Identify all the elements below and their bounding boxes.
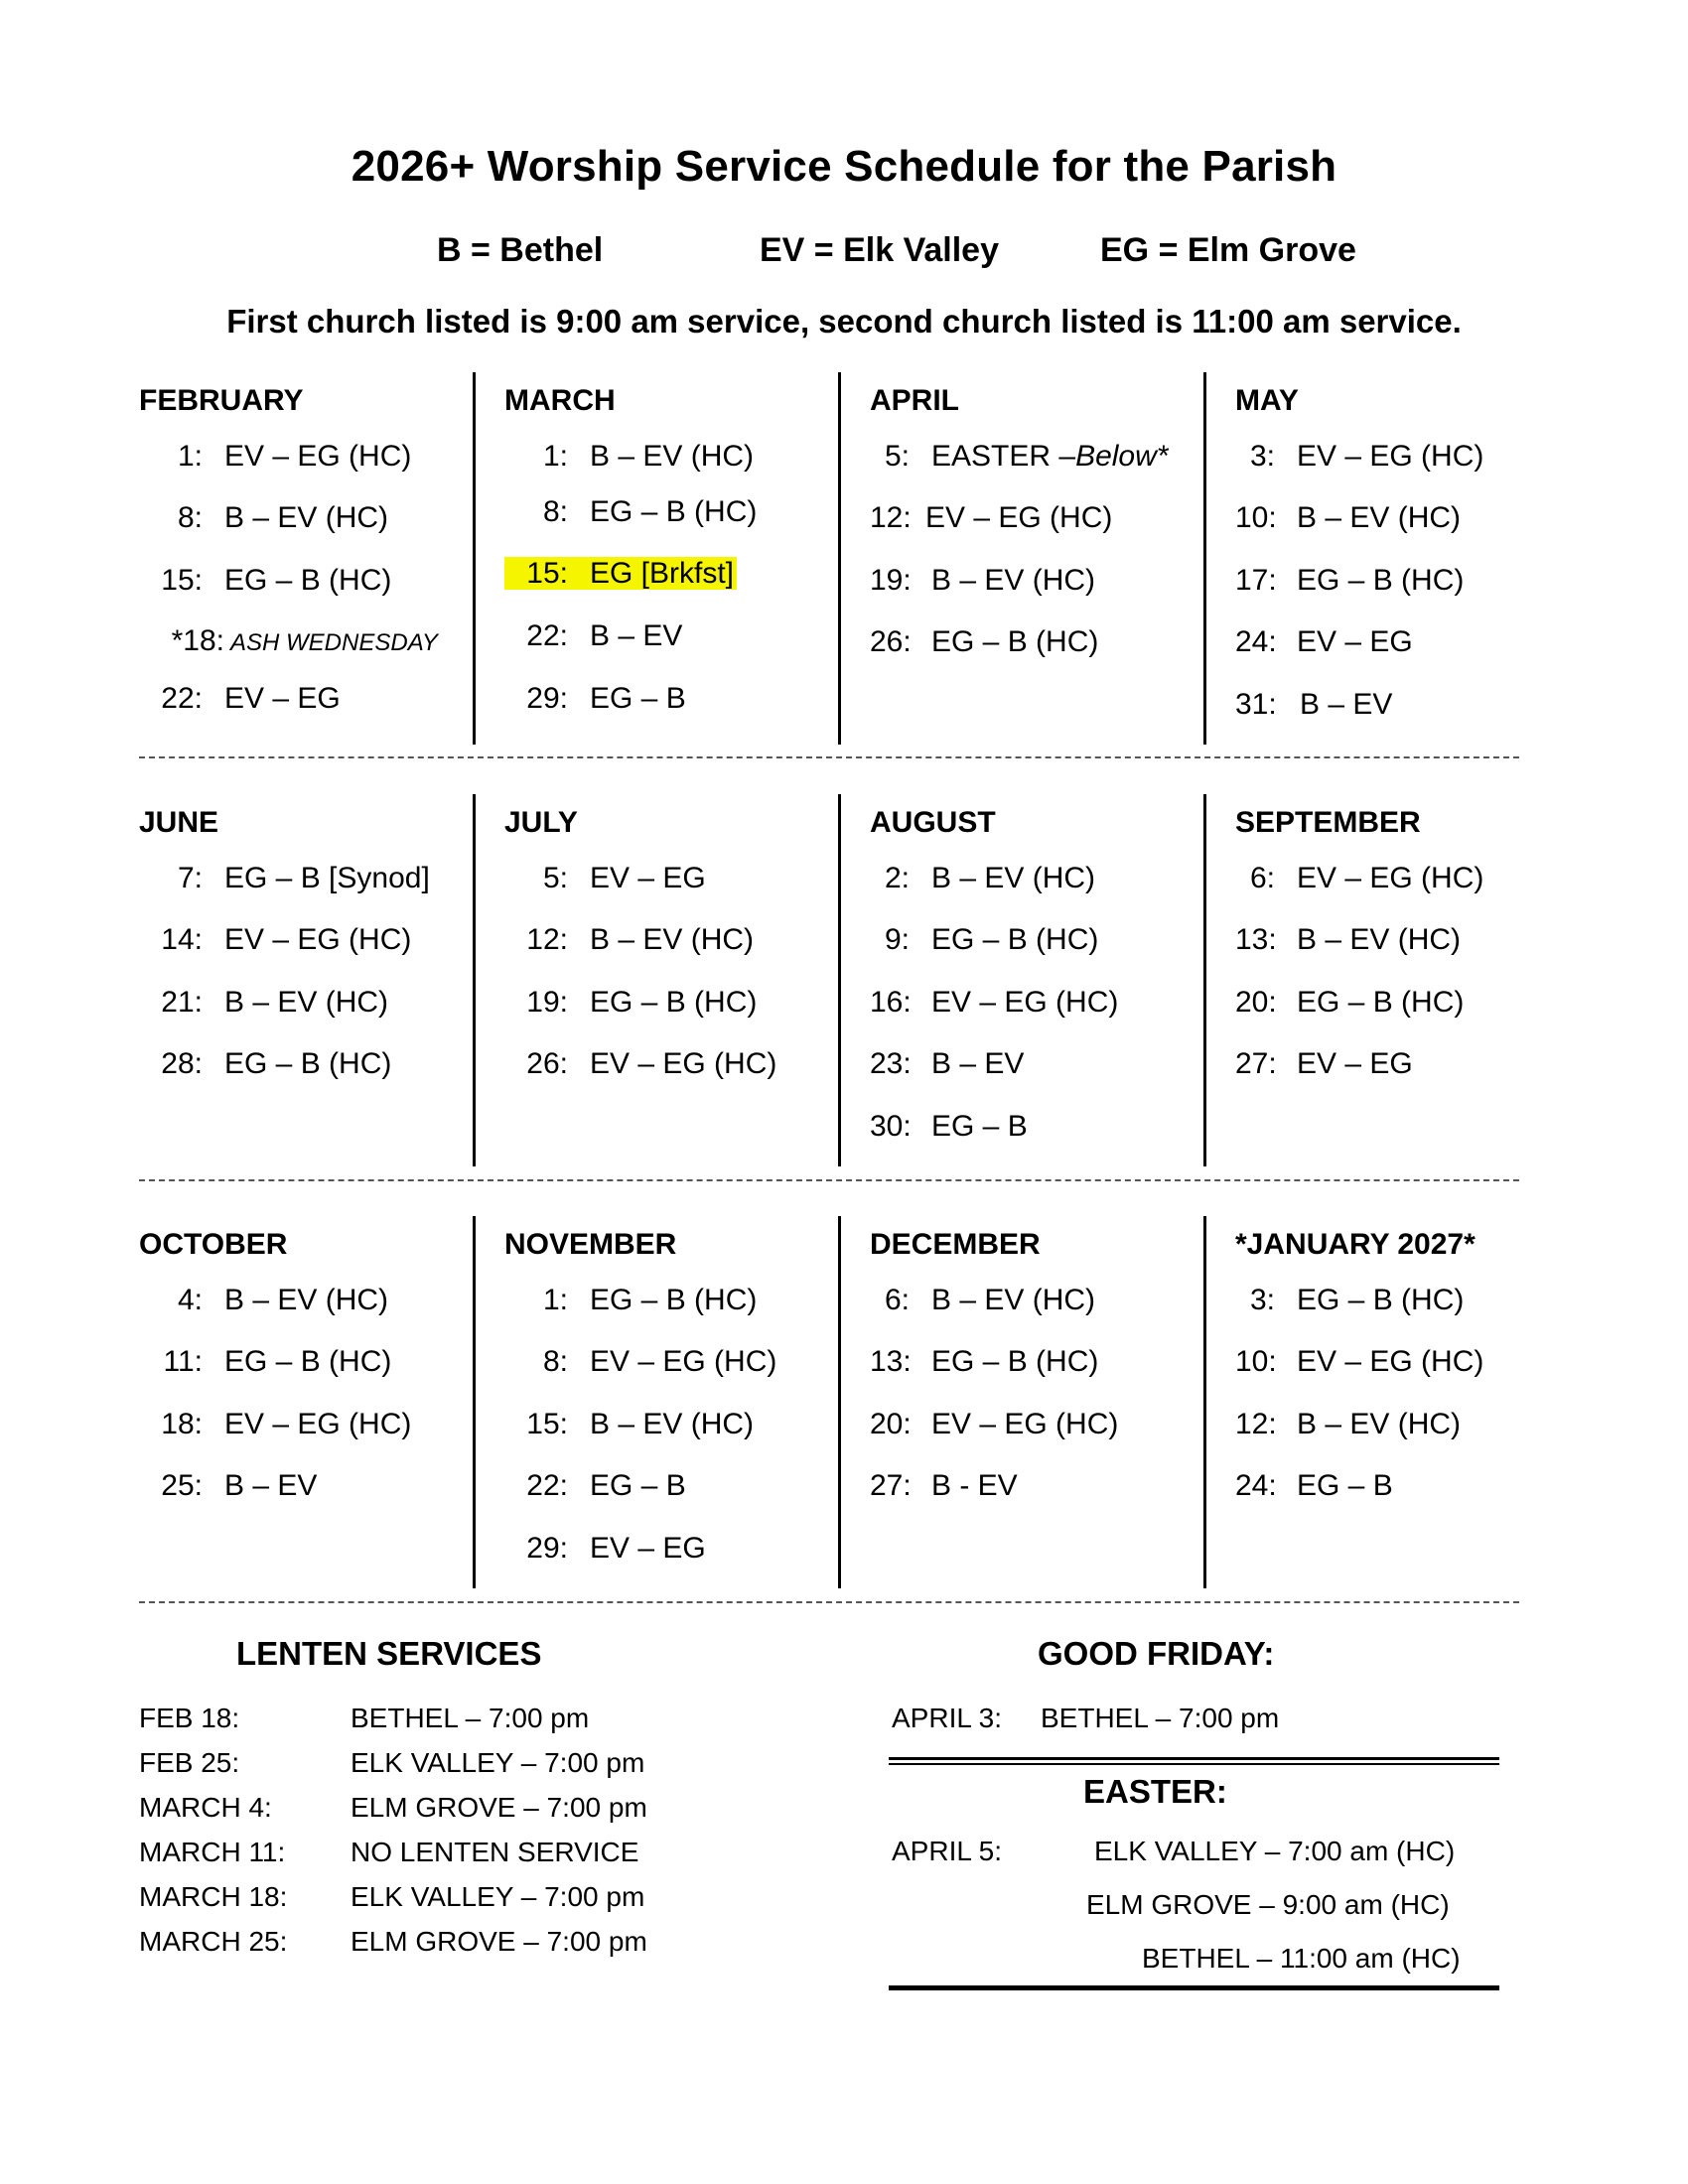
service-day: 7:	[177, 862, 203, 894]
service-text: B – EV	[224, 1469, 318, 1502]
service-entry	[139, 921, 411, 959]
service-text: B – EV (HC)	[590, 923, 755, 956]
service-day: 6:	[884, 1284, 910, 1316]
service-text: EV – EG (HC)	[1297, 1345, 1484, 1378]
service-entry	[1235, 438, 1483, 476]
service-entry	[139, 1467, 317, 1505]
service-entry	[139, 622, 438, 662]
service-text: EV – EG (HC)	[931, 1408, 1119, 1440]
service-text: EG – B (HC)	[590, 1284, 758, 1316]
legend-elk-valley: EV = Elk Valley	[760, 231, 1000, 269]
month-title: NOVEMBER	[504, 1228, 677, 1261]
column-divider	[838, 794, 841, 1166]
service-day: 29:	[526, 1532, 568, 1565]
service-entry	[870, 623, 1098, 661]
service-entry	[504, 1467, 686, 1505]
service-text: B – EV (HC)	[931, 564, 1096, 597]
service-day: 19:	[526, 986, 568, 1019]
service-entry-highlighted	[504, 555, 737, 593]
month-title: JULY	[504, 806, 578, 839]
service-text: B – EV (HC)	[590, 1408, 755, 1440]
service-text: EG – B (HC)	[931, 1345, 1099, 1378]
service-text: EG – B	[931, 1110, 1028, 1143]
service-day: 11:	[163, 1345, 203, 1378]
service-text: EV – EG	[1297, 1047, 1413, 1080]
service-day: 3:	[1249, 440, 1275, 473]
service-day: 13:	[870, 1345, 912, 1378]
service-text: EV – EG	[224, 682, 341, 715]
good-friday-date: APRIL 3:	[892, 1703, 1003, 1733]
service-entry	[139, 984, 388, 1022]
lenten-service: BETHEL – 7:00 pm	[351, 1703, 590, 1733]
easter-date: APRIL 5:	[892, 1836, 1003, 1866]
service-entry	[1235, 623, 1413, 661]
service-entry	[1235, 860, 1483, 897]
month-title: JUNE	[139, 806, 219, 839]
lenten-date: FEB 25:	[139, 1747, 240, 1778]
month-title: AUGUST	[870, 806, 996, 839]
service-day: 17:	[1235, 564, 1277, 597]
month-title: MARCH	[504, 384, 616, 417]
service-entry	[1235, 1467, 1393, 1505]
month-title: APRIL	[870, 384, 959, 417]
lenten-service: ELK VALLEY – 7:00 pm	[351, 1881, 645, 1912]
service-text: EG – B (HC)	[931, 923, 1099, 956]
section-divider	[139, 1601, 1519, 1603]
service-entry	[870, 1045, 1024, 1083]
service-day: 5:	[884, 440, 910, 473]
service-entry	[870, 1406, 1118, 1443]
service-entry	[139, 562, 391, 600]
service-text: EV – EG (HC)	[925, 501, 1113, 534]
service-note: Below*	[1075, 440, 1169, 473]
service-text: EV – EG (HC)	[224, 440, 412, 473]
service-time-note: First church listed is 9:00 am service, second church listed is 11:00 am service.	[226, 303, 1462, 340]
service-text: EG – B [Synod]	[224, 862, 430, 894]
service-text: EV – EG	[590, 862, 706, 894]
legend-elm-grove: EG = Elm Grove	[1100, 231, 1356, 269]
service-day: 1:	[177, 440, 203, 473]
service-day: 25:	[161, 1469, 203, 1502]
service-text: EV – EG (HC)	[590, 1047, 777, 1080]
service-entry	[1235, 562, 1464, 600]
service-day: 22:	[161, 682, 203, 715]
service-text: EV – EG (HC)	[590, 1345, 777, 1378]
service-entry	[504, 860, 706, 897]
service-entry	[504, 1282, 757, 1319]
column-divider	[838, 1216, 841, 1588]
column-divider	[473, 1216, 476, 1588]
service-entry	[1235, 1343, 1483, 1381]
service-entry	[870, 860, 1095, 897]
service-entry	[139, 438, 411, 476]
lenten-row	[139, 1926, 647, 1958]
lenten-service: ELM GROVE – 7:00 pm	[351, 1926, 647, 1957]
service-day: 14:	[161, 923, 203, 956]
service-entry	[870, 499, 1112, 537]
page-title: 2026+ Worship Service Schedule for the Parish	[351, 142, 1337, 191]
service-day: 12:	[526, 923, 568, 956]
service-entry	[139, 1406, 411, 1443]
service-entry	[504, 1343, 776, 1381]
column-divider	[838, 372, 841, 745]
service-text: EASTER –	[931, 440, 1076, 473]
service-day: 12:	[1235, 1408, 1277, 1440]
section-divider	[139, 1179, 1519, 1181]
service-text: EG – B	[1297, 1469, 1393, 1502]
easter-heading: EASTER:	[1083, 1773, 1227, 1810]
service-text: EG – B (HC)	[1297, 564, 1465, 597]
service-day: 2:	[884, 862, 910, 894]
service-entry	[870, 984, 1118, 1022]
service-day: 16:	[870, 986, 912, 1019]
service-text: EG – B (HC)	[590, 495, 758, 528]
good-friday-heading: GOOD FRIDAY:	[1038, 1635, 1275, 1672]
service-text: EG – B (HC)	[224, 564, 392, 597]
service-entry	[139, 1343, 391, 1381]
service-entry	[1235, 1045, 1413, 1083]
service-day: 20:	[1235, 986, 1277, 1019]
service-day: 19:	[870, 564, 912, 597]
service-text: EV – EG (HC)	[1297, 440, 1484, 473]
service-entry	[870, 1343, 1098, 1381]
service-day: 6:	[1249, 862, 1275, 894]
good-friday-service: BETHEL – 7:00 pm	[1041, 1703, 1280, 1733]
service-day: 18:	[161, 1408, 203, 1440]
column-divider	[473, 372, 476, 745]
service-day: 20:	[870, 1408, 912, 1440]
service-day: 12:	[870, 501, 912, 534]
easter-service: ELK VALLEY – 7:00 am (HC)	[1094, 1836, 1456, 1866]
lenten-date: MARCH 4:	[139, 1792, 272, 1823]
service-text: EV – EG	[1297, 625, 1413, 658]
service-day: 3:	[1249, 1284, 1275, 1316]
service-entry	[1235, 686, 1392, 724]
lenten-services-heading: LENTEN SERVICES	[236, 1635, 542, 1672]
service-day: 26:	[870, 625, 912, 658]
service-entry	[1235, 984, 1464, 1022]
month-title: SEPTEMBER	[1235, 806, 1421, 839]
service-entry	[504, 984, 757, 1022]
service-entry	[139, 680, 341, 718]
service-text: B – EV (HC)	[224, 1284, 389, 1316]
lenten-row	[139, 1881, 644, 1913]
service-text: EV – EG (HC)	[224, 923, 412, 956]
service-entry	[870, 562, 1095, 600]
service-day: 8:	[177, 501, 203, 534]
column-divider	[1203, 372, 1206, 745]
service-entry	[504, 617, 682, 655]
service-day: 26:	[526, 1047, 568, 1080]
service-day: 1:	[542, 1284, 568, 1316]
service-entry	[870, 438, 1168, 476]
service-text: EG – B (HC)	[1297, 1284, 1465, 1316]
service-day: 8:	[542, 495, 568, 528]
service-day: 15:	[526, 1408, 568, 1440]
lenten-service: NO LENTEN SERVICE	[351, 1837, 639, 1867]
service-text: B – EV	[931, 1047, 1025, 1080]
service-day: 8:	[542, 1345, 568, 1378]
column-divider	[473, 794, 476, 1166]
month-title: MAY	[1235, 384, 1299, 417]
service-text: B – EV (HC)	[224, 501, 389, 534]
service-text: EV – EG	[590, 1532, 706, 1565]
service-text: EG – B (HC)	[590, 986, 758, 1019]
service-day: 10:	[1235, 1345, 1277, 1378]
service-text: EV – EG (HC)	[1297, 862, 1484, 894]
service-entry	[1235, 1282, 1464, 1319]
lenten-date: MARCH 11:	[139, 1837, 286, 1867]
service-text: EG – B	[590, 1469, 686, 1502]
service-day: 22:	[526, 1469, 568, 1502]
service-text: B – EV (HC)	[1297, 1408, 1462, 1440]
divider-rule	[889, 1985, 1499, 1990]
service-entry	[504, 493, 757, 531]
service-text: B – EV	[1300, 688, 1393, 721]
service-text: B – EV (HC)	[1297, 501, 1462, 534]
lenten-row	[139, 1792, 647, 1824]
service-text: ASH WEDNESDAY	[230, 629, 438, 656]
service-day: 21:	[161, 986, 203, 1019]
lenten-service: ELK VALLEY – 7:00 pm	[351, 1747, 645, 1778]
service-day: 28:	[161, 1047, 203, 1080]
service-day: 15:	[161, 564, 203, 597]
month-title: OCTOBER	[139, 1228, 288, 1261]
column-divider	[1203, 1216, 1206, 1588]
service-entry	[139, 1045, 391, 1083]
lenten-date: MARCH 25:	[139, 1926, 288, 1957]
service-text: B – EV (HC)	[224, 986, 389, 1019]
service-entry	[870, 1108, 1028, 1146]
service-day: 10:	[1235, 501, 1277, 534]
service-day: 13:	[1235, 923, 1277, 956]
service-text: EG – B	[590, 682, 686, 715]
service-day: 31:	[1235, 688, 1277, 721]
service-text: EG [Brkfst]	[590, 557, 735, 590]
service-text: EV – EG (HC)	[931, 986, 1119, 1019]
service-entry	[504, 1530, 706, 1568]
service-entry	[139, 499, 388, 537]
service-day: 22:	[526, 619, 568, 652]
easter-service: ELM GROVE – 9:00 am (HC)	[1086, 1889, 1450, 1920]
service-entry	[504, 921, 754, 959]
divider-rule	[889, 1763, 1499, 1765]
month-title: FEBRUARY	[139, 384, 304, 417]
service-entry	[504, 438, 754, 476]
service-text: B – EV (HC)	[1297, 923, 1462, 956]
service-entry	[1235, 499, 1461, 537]
service-day: 5:	[542, 862, 568, 894]
service-text: EV – EG (HC)	[224, 1408, 412, 1440]
service-day: 9:	[884, 923, 910, 956]
service-day: 24:	[1235, 625, 1277, 658]
service-day: 1:	[542, 440, 568, 473]
service-entry	[870, 1467, 1018, 1505]
service-entry	[870, 1282, 1095, 1319]
service-text: EG – B (HC)	[224, 1345, 392, 1378]
lenten-date: MARCH 18:	[139, 1881, 288, 1912]
service-day: 29:	[526, 682, 568, 715]
legend-bethel: B = Bethel	[437, 231, 604, 269]
highlight-mark	[504, 557, 737, 590]
service-text: EG – B (HC)	[224, 1047, 392, 1080]
service-day: 30:	[870, 1110, 912, 1143]
service-text: B – EV	[590, 619, 683, 652]
service-day: 4:	[177, 1284, 203, 1316]
lenten-row	[139, 1837, 638, 1868]
service-day: 27:	[1235, 1047, 1277, 1080]
lenten-date: FEB 18:	[139, 1703, 240, 1733]
service-entry	[1235, 921, 1461, 959]
service-text: B - EV	[931, 1469, 1018, 1502]
easter-service: BETHEL – 11:00 am (HC)	[1142, 1943, 1461, 1974]
lenten-row	[139, 1703, 589, 1734]
service-text: B – EV (HC)	[590, 440, 755, 473]
service-text: EG – B (HC)	[1297, 986, 1465, 1019]
service-day: 23:	[870, 1047, 912, 1080]
service-day: *18:	[171, 624, 224, 657]
service-entry	[139, 860, 430, 897]
service-entry	[1235, 1406, 1461, 1443]
service-entry	[504, 1406, 754, 1443]
service-text: B – EV (HC)	[931, 1284, 1096, 1316]
service-day: 15:	[526, 557, 568, 590]
service-entry	[504, 680, 686, 718]
column-divider	[1203, 794, 1206, 1166]
month-title: *JANUARY 2027*	[1235, 1228, 1476, 1261]
lenten-service: ELM GROVE – 7:00 pm	[351, 1792, 647, 1823]
month-title: DECEMBER	[870, 1228, 1041, 1261]
service-day: 24:	[1235, 1469, 1277, 1502]
service-entry	[870, 921, 1098, 959]
service-entry	[139, 1282, 388, 1319]
section-divider	[139, 756, 1519, 758]
service-entry	[504, 1045, 776, 1083]
divider-rule	[889, 1757, 1499, 1760]
service-day: 27:	[870, 1469, 912, 1502]
lenten-row	[139, 1747, 644, 1779]
service-text: B – EV (HC)	[931, 862, 1096, 894]
service-text: EG – B (HC)	[931, 625, 1099, 658]
